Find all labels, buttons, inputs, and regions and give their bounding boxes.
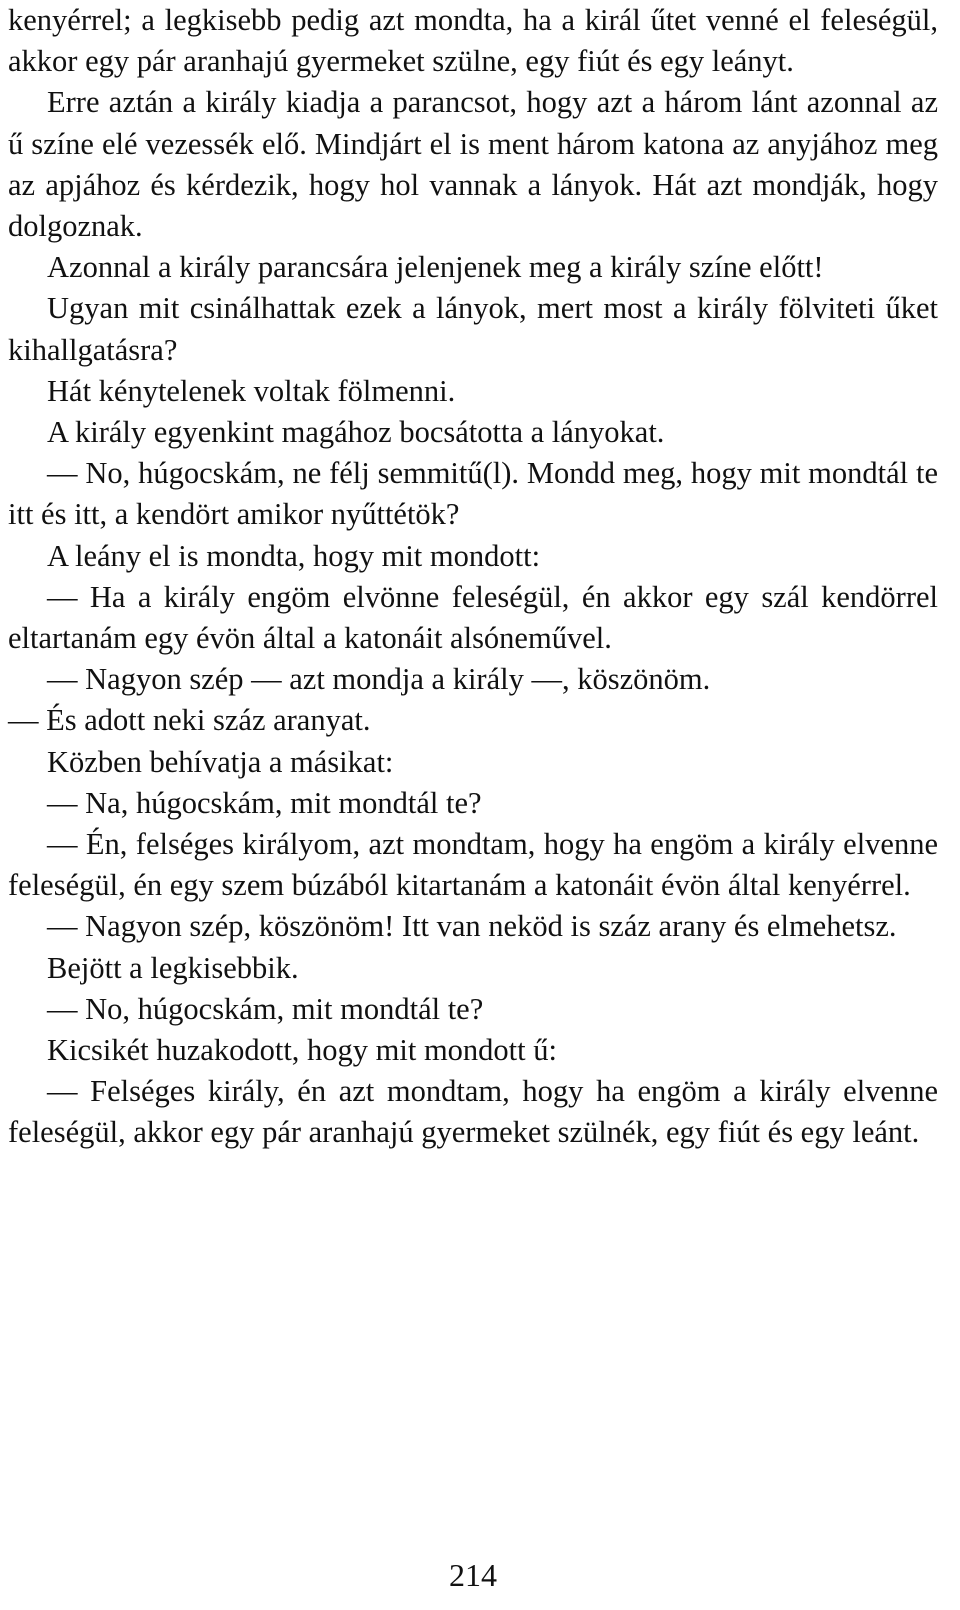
body-text <box>8 0 938 1154</box>
paragraph-12: Közben behívatja a másikat: <box>47 744 394 779</box>
paragraph-13: — Na, húgocskám, mit mondtál te? <box>47 785 482 820</box>
paragraph-3: Azonnal a király parancsára jelenjenek meg a király színe előtt! <box>47 250 824 285</box>
paragraph-6: A király egyenkint magához bocsátotta a lányokat. <box>47 415 665 450</box>
paragraph-15: — Nagyon szép, köszönöm! Itt van neköd is száz arany és elmehetsz. <box>47 909 897 944</box>
paragraph-11: — És adott neki száz aranyat. <box>8 703 371 738</box>
book-page <box>8 0 938 1610</box>
paragraph-10: — Nagyon szép — azt mondja a király —, köszönöm. <box>47 662 711 697</box>
paragraph-8: A leány el is mondta, hogy mit mondott: <box>47 538 541 573</box>
paragraph-4: Ugyan mit csinálhattak ezek a lányok, mert most a király fölviteti űket kihallgatásra? <box>8 291 938 367</box>
paragraph-16: Bejött a legkisebbik. <box>47 950 299 985</box>
paragraph-7: — No, húgocskám, ne félj semmitű(l). Mondd meg, hogy mit mondtál te itt és itt, a kendört amikor nyűttétök? <box>8 456 938 532</box>
page-number: 214 <box>449 1557 497 1593</box>
paragraph-17: — No, húgocskám, mit mondtál te? <box>47 991 484 1026</box>
paragraph-19: — Felséges király, én azt mondtam, hogy ha engöm a király elvenne feleségül, akkor egy pár aranhajú gyermeket szülnék, egy fiút és egy leánt. <box>8 1074 938 1150</box>
paragraph-2: Erre aztán a király kiadja a parancsot, hogy azt a három lánt azonnal az ű színe elé vezessék elő. Mindjárt el is ment három katona az anyjához meg az apjához és kérdezik, hogy hol vannak a lányok. Hát azt mondják, hogy dolgoznak. <box>8 85 938 244</box>
paragraph-9: — Ha a király engöm elvönne feleségül, én akkor egy szál kendörrel eltartanám egy évön által a katonáit alsóneművel. <box>8 579 938 656</box>
paragraph-18: Kicsikét huzakodott, hogy mit mondott ű: <box>47 1033 557 1068</box>
paragraph-5: Hát kénytelenek voltak fölmenni. <box>47 373 456 408</box>
paragraph-1: kenyérrel; a legkisebb pedig azt mondta, ha a királ űtet venné el feleségül, akkor egy pár aranhajú gyermeket szülne, egy fiút és egy leányt. <box>8 3 938 79</box>
paragraph-14: — Én, felséges királyom, azt mondtam, hogy ha engöm a király elvenne feleségül, én egy szem búzából kitartanám a katonáit évön által kenyérrel. <box>8 827 938 903</box>
